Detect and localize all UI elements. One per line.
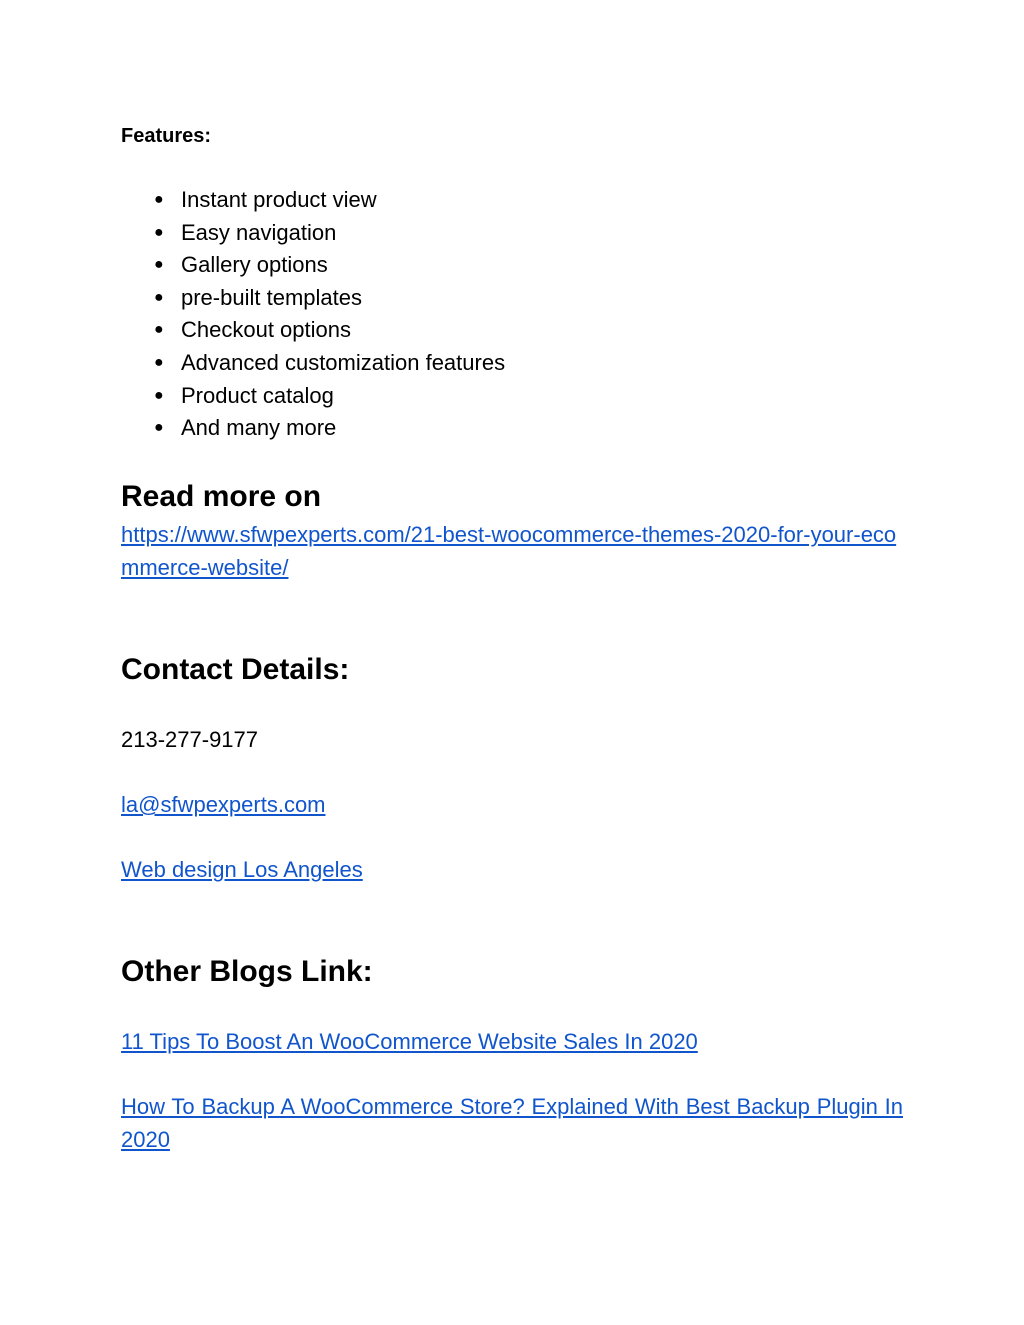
bullet-icon: ● — [154, 386, 164, 404]
blog-link-line-1 — [121, 1026, 698, 1059]
other-blogs-heading: Other Blogs Link: — [121, 955, 373, 988]
email-line — [121, 789, 326, 822]
list-item-text: Gallery options — [181, 252, 328, 278]
list-item-text: Product catalog — [181, 382, 334, 408]
list-item-text: Advanced customization features — [181, 349, 506, 375]
read-more-link[interactable]: https://www.sfwpexperts.com/21-best-woocommerce-themes-2020-for-your-ecommerce-website/ — [121, 522, 897, 580]
bullet-icon: ● — [154, 191, 164, 208]
list-item — [121, 217, 505, 250]
list-item — [121, 314, 505, 347]
bullet-icon: ● — [154, 353, 164, 371]
bullet-icon: ● — [154, 288, 164, 306]
list-item-text: pre-built templates — [181, 284, 362, 310]
web-design-link[interactable]: Web design Los Angeles — [121, 857, 363, 882]
list-item-text: Checkout options — [181, 317, 351, 343]
blog-link-2[interactable]: How To Backup A WooCommerce Store? Explained With Best Backup Plugin In 2020 — [121, 1094, 903, 1152]
list-item — [121, 380, 505, 413]
list-item — [121, 249, 505, 282]
list-item — [121, 347, 505, 380]
list-item-text: Easy navigation — [181, 219, 337, 245]
list-item-text: Instant product view — [181, 187, 377, 212]
bullet-icon: ● — [154, 223, 164, 241]
web-design-line — [121, 854, 363, 887]
read-more-heading: Read more on — [121, 480, 322, 513]
bullet-icon: ● — [154, 256, 164, 274]
phone-number: 213-277-9177 — [121, 727, 259, 752]
blog-link-line-2 — [121, 1091, 903, 1156]
list-item-text: And many more — [181, 415, 337, 441]
list-item — [121, 184, 505, 217]
bullet-icon: ● — [154, 321, 164, 339]
read-more-url-block — [121, 519, 903, 584]
email-link[interactable]: la@sfwpexperts.com — [121, 792, 326, 817]
features-list — [121, 184, 505, 445]
blog-link-1[interactable]: 11 Tips To Boost An WooCommerce Website Sales In 2020 — [121, 1029, 698, 1054]
list-item — [121, 412, 505, 445]
bullet-icon: ● — [154, 419, 164, 437]
list-item — [121, 282, 505, 315]
features-label: Features: — [121, 125, 212, 147]
contact-details-heading: Contact Details: — [121, 653, 350, 686]
